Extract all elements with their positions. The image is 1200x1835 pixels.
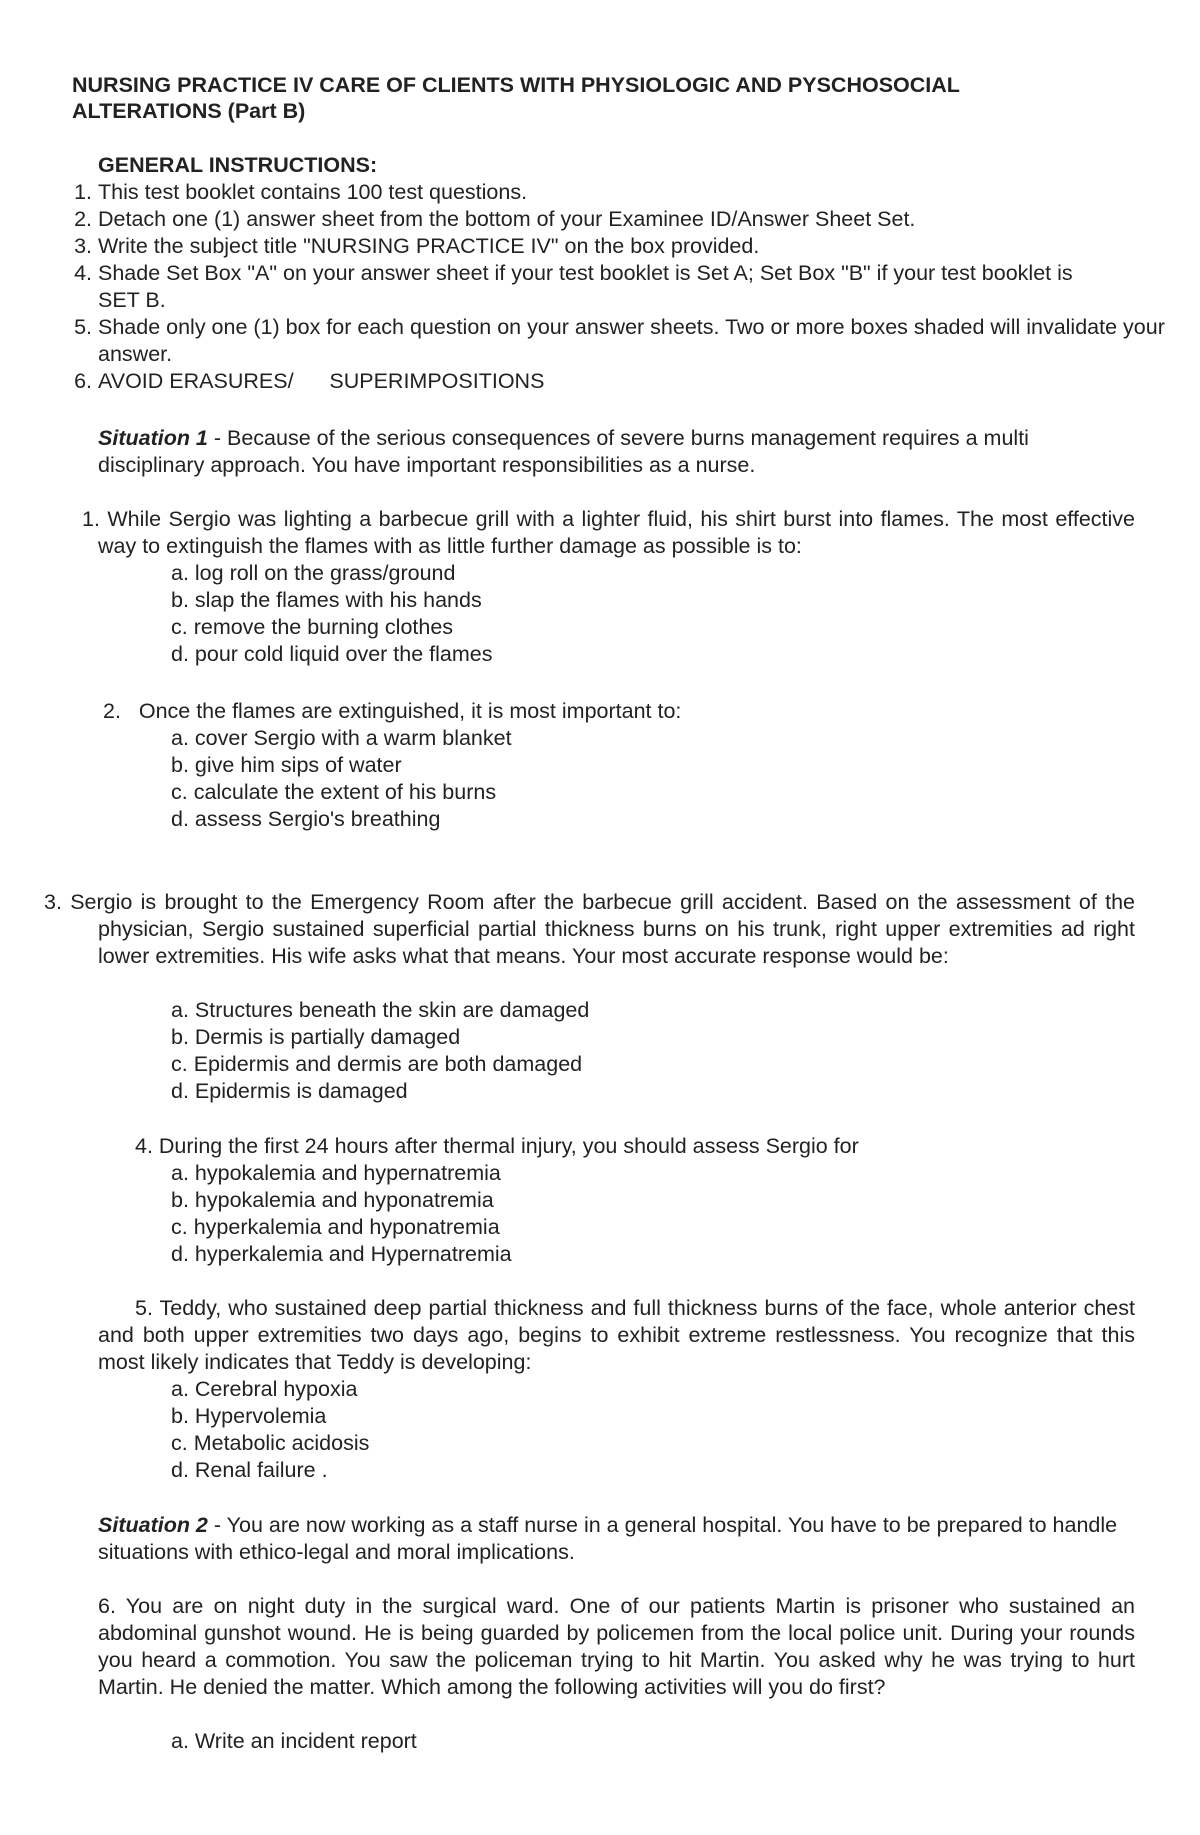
instruction-item: 1. This test booklet contains 100 test questions. xyxy=(74,180,528,204)
situation-2 xyxy=(98,1512,1135,1566)
question-5-stem: 5. Teddy, who sustained deep partial thickness and full thickness burns of the face, whole anterior chest and both upper extremities two days ago, begins to exhibit extreme restlessness. You recognize that this most likely indicates that Teddy is developing: xyxy=(98,1296,1135,1374)
answer-option: a. Write an incident report xyxy=(171,1729,417,1753)
answer-option: d. Epidermis is damaged xyxy=(171,1079,408,1103)
answer-option: c. Metabolic acidosis xyxy=(171,1431,370,1455)
answer-option: b. Hypervolemia xyxy=(171,1404,327,1428)
answer-option: b. give him sips of water xyxy=(171,753,402,777)
question-3-options xyxy=(171,997,589,1105)
answer-option: a. hypokalemia and hypernatremia xyxy=(171,1161,501,1185)
question-2-options xyxy=(171,725,512,833)
question-5-options xyxy=(171,1376,369,1484)
instruction-item: 3. Write the subject title "NURSING PRACTICE IV" on the box provided. xyxy=(74,234,760,258)
instruction-item: 6. AVOID ERASURES/ SUPERIMPOSITIONS xyxy=(74,369,545,393)
question-4-stem: 4. During the first 24 hours after thermal injury, you should assess Sergio for xyxy=(135,1134,859,1158)
instructions-list xyxy=(56,179,1165,395)
answer-option: a. log roll on the grass/ground xyxy=(171,561,456,585)
answer-option: c. calculate the extent of his burns xyxy=(171,780,497,804)
answer-option: b. Dermis is partially damaged xyxy=(171,1025,461,1049)
document-title: NURSING PRACTICE IV CARE OF CLIENTS WITH PHYSIOLOGIC AND PYSCHOSOCIAL ALTERATIONS (Part B) xyxy=(72,73,960,123)
instruction-item: 2. Detach one (1) answer sheet from the bottom of your Examinee ID/Answer Sheet Set. xyxy=(74,207,916,231)
answer-option: c. Epidermis and dermis are both damaged xyxy=(171,1052,583,1076)
answer-option: d. pour cold liquid over the flames xyxy=(171,642,493,666)
question-1-stem: 1. While Sergio was lighting a barbecue grill with a lighter fluid, his shirt burst into flames. The most effective way to extinguish the flames with as little further damage as possible is to: xyxy=(82,507,1135,558)
answer-option: d. assess Sergio's breathing xyxy=(171,807,441,831)
question-6-stem: 6. You are on night duty in the surgical ward. One of our patients Martin is prisoner who sustained an abdominal gunshot wound. He is being guarded by policemen from the local police unit. During your rounds you heard a commotion. You saw the policeman trying to hit Martin. You asked why he was trying to hurt Martin. He denied the matter. Which among the following activities will you do first? xyxy=(98,1594,1135,1699)
answer-option: a. Cerebral hypoxia xyxy=(171,1377,358,1401)
situation-2-label: Situation 2 xyxy=(98,1513,208,1537)
question-2-stem: 2. Once the flames are extinguished, it is most important to: xyxy=(103,699,682,723)
answer-option: c. remove the burning clothes xyxy=(171,615,454,639)
situation-1-label: Situation 1 xyxy=(98,426,208,450)
situation-1-text: - Because of the serious consequences of severe burns management requires a multi disciplinary approach. You have important responsibilities as a nurse. xyxy=(98,426,1029,477)
answer-option: b. hypokalemia and hyponatremia xyxy=(171,1188,494,1212)
situation-2-text: - You are now working as a staff nurse in a general hospital. You have to be prepared to handle situations with ethico-legal and moral implications. xyxy=(98,1513,1118,1564)
instruction-item: 4. Shade Set Box "A" on your answer sheet if your test booklet is Set A; Set Box "B" if your test booklet is SET B. xyxy=(74,261,1073,312)
answer-option: d. Renal failure . xyxy=(171,1458,328,1482)
answer-option: d. hyperkalemia and Hypernatremia xyxy=(171,1242,512,1266)
question-6-options xyxy=(171,1728,417,1755)
answer-option: c. hyperkalemia and hyponatremia xyxy=(171,1215,500,1239)
question-1-options xyxy=(171,560,492,668)
answer-option: a. Structures beneath the skin are damaged xyxy=(171,998,590,1022)
answer-option: b. slap the flames with his hands xyxy=(171,588,482,612)
instruction-item: 5. Shade only one (1) box for each question on your answer sheets. Two or more boxes shaded will invalidate your answer. xyxy=(74,315,1165,366)
answer-option: a. cover Sergio with a warm blanket xyxy=(171,726,512,750)
question-3-stem: 3. Sergio is brought to the Emergency Room after the barbecue grill accident. Based on the assessment of the physician, Sergio sustained superficial partial thickness burns on his trunk, right upper extremities ad right lower extremities. His wife asks what that means. Your most accurate response would be: xyxy=(44,890,1135,968)
instructions-heading: GENERAL INSTRUCTIONS: xyxy=(98,153,378,177)
question-4-options xyxy=(171,1160,512,1268)
situation-1 xyxy=(98,425,1135,479)
